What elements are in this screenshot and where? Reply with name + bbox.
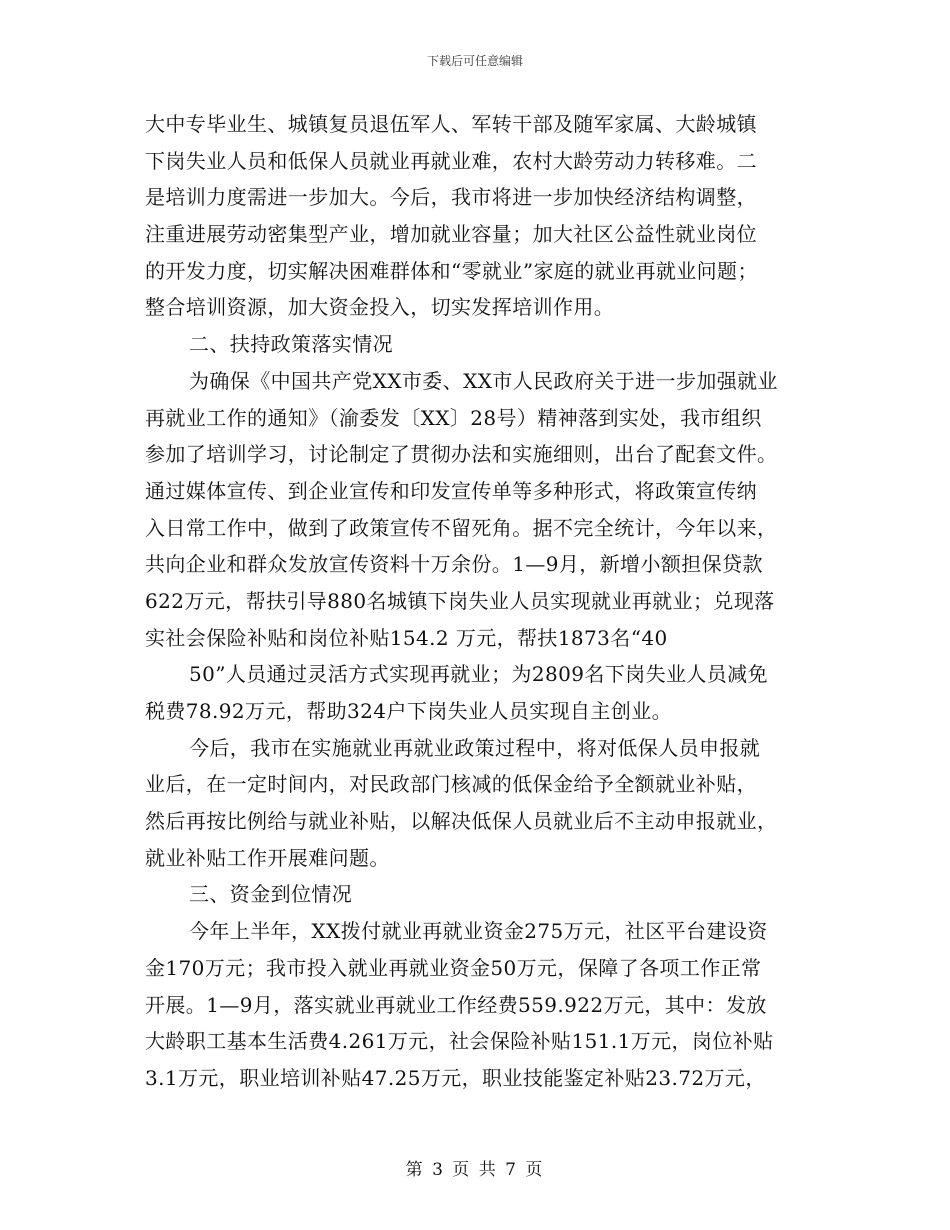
text-line: 今年上半年，XX拨付就业再就业资金275万元，社区平台建设资 <box>189 919 768 944</box>
text-line: 通过媒体宣传、到企业宣传和印发宣传单等多种形式，将政策宣传纳 <box>145 478 757 503</box>
text-line: 二、扶持政策落实情况 <box>189 332 393 357</box>
text-line: 为确保《中国共产党XX市委、XX市人民政府关于进一步加强就业 <box>189 368 778 393</box>
text-line: 注重进展劳动密集型产业，增加就业容量；加大社区公益性就业岗位 <box>145 222 757 247</box>
page-footer: 第 3 页 共 7 页 <box>405 1160 545 1180</box>
text-line: 然后再按比例给与就业补贴，以解决低保人员就业后不主动申报就业， <box>145 809 778 834</box>
text-line: 实社会保险补贴和岗位补贴154.2 万元，帮扶1873名“40 <box>145 625 668 650</box>
text-line: 入日常工作中，做到了政策宣传不留死角。据不完全统计，今年以来， <box>145 515 778 540</box>
text-line: 共向企业和群众发放宣传资料十万余份。1—9月，新增小额担保贷款 <box>145 552 763 577</box>
text-line: 金170万元；我市投入就业再就业资金50万元，保障了各项工作正常 <box>145 955 762 980</box>
page-header: 下载后可任意编辑 <box>426 54 523 68</box>
text-line: 大中专毕业生、城镇复员退伍军人、军转干部及随军家属、大龄城镇 <box>145 112 757 136</box>
text-line: 的开发力度，切实解决困难群体和“零就业”家庭的就业再就业问题； <box>145 258 758 283</box>
text-line: 大龄职工基本生活费4.261万元，社会保险补贴151.1万元，岗位补贴 <box>145 1029 774 1054</box>
document-body <box>145 106 810 1097</box>
text-line: 622万元，帮扶引导880名城镇下岗失业人员实现就业再就业；兑现落 <box>145 588 775 613</box>
text-line: 三、资金到位情况 <box>189 882 353 907</box>
text-line: 业后，在一定时间内，对民政部门核减的低保金给予全额就业补贴， <box>145 772 757 797</box>
text-line: 就业补贴工作开展难问题。 <box>145 845 390 870</box>
text-line: 参加了培训学习，讨论制定了贯彻办法和实施细则，出台了配套文件。 <box>145 442 778 467</box>
text-line: 税费78.92万元，帮助324户下岗失业人员实现自主创业。 <box>145 699 673 723</box>
text-line: 是培训力度需进一步加大。今后，我市将进一步加快经济结构调整， <box>145 185 757 210</box>
text-line: 开展。1—9月，落实就业再就业工作经费559.922万元，其中：发放 <box>145 992 767 1017</box>
text-line: 下岗失业人员和低保人员就业再就业难，农村大龄劳动力转移难。二 <box>145 148 757 173</box>
text-line: 再就业工作的通知》（渝委发〔XX〕28号）精神落到实处，我市组织 <box>145 405 762 430</box>
text-line: 3.1万元，职业培训补贴47.25万元，职业技能鉴定补贴23.72万元， <box>145 1065 766 1090</box>
text-line: 整合培训资源，加大资金投入，切实发挥培训作用。 <box>145 295 615 320</box>
text-line: 今后，我市在实施就业再就业政策过程中，将对低保人员申报就 <box>189 735 761 760</box>
text-line: 50”人员通过灵活方式实现再就业；为2809名下岗失业人员减免 <box>189 662 768 687</box>
